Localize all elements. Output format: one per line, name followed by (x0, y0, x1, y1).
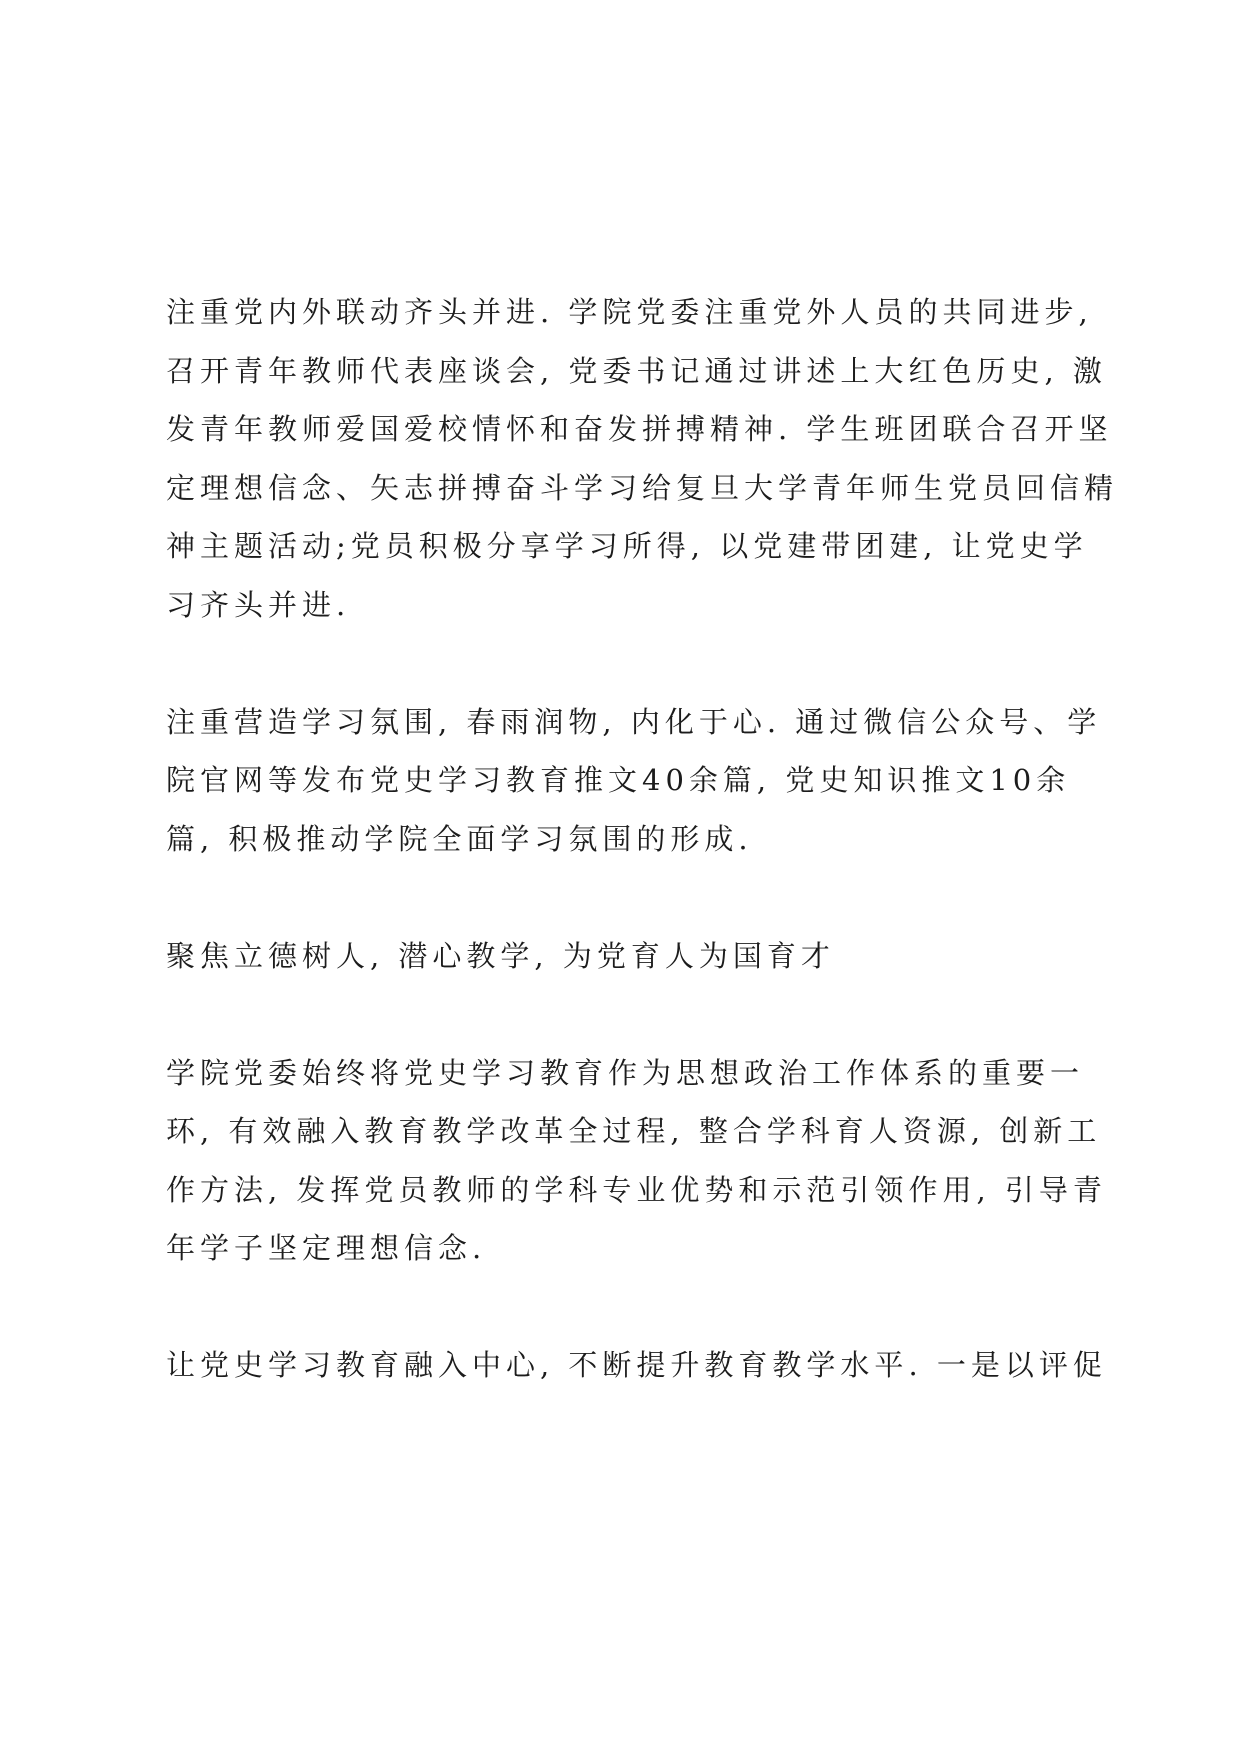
paragraph-spacer (166, 634, 1096, 693)
text-line: 注重党内外联动齐头并进. 学院党委注重党外人员的共同进步, (166, 295, 1093, 329)
paragraph-learning-atmosphere (166, 693, 1102, 869)
text-line: 院官网等发布党史学习教育推文40余篇, 党史知识推文10余 (166, 763, 1071, 797)
text-line: 让党史学习教育融入中心, 不断提升教育教学水平. 一是以评促 (166, 1348, 1107, 1382)
text-line: 篇, 积极推动学院全面学习氛围的形成. (166, 821, 753, 856)
paragraph-spacer (166, 868, 1096, 927)
paragraph-teaching-level (166, 1336, 1107, 1395)
heading-line: 聚焦立德树人, 潜心教学, 为党育人为国育才 (166, 938, 835, 973)
text-line: 定理想信念、矢志拼搏奋斗学习给复旦大学青年师生党员回信精 (166, 470, 1119, 505)
paragraph-party-linkage (166, 283, 1119, 634)
text-line: 习齐头并进. (166, 587, 351, 622)
text-line: 学院党委始终将党史学习教育作为思想政治工作体系的重要一 (166, 1055, 1085, 1090)
text-line: 注重营造学习氛围, 春雨润物, 内化于心. 通过微信公众号、学 (166, 704, 1102, 739)
text-line: 环, 有效融入教育教学改革全过程, 整合学科育人资源, 创新工 (166, 1114, 1102, 1148)
paragraph-ideological-work (166, 1044, 1107, 1278)
text-line: 召开青年教师代表座谈会, 党委书记通过讲述上大红色历史, 激 (166, 353, 1107, 388)
document-body (166, 283, 1119, 1395)
section-heading (166, 927, 1096, 986)
paragraph-spacer (166, 1278, 1096, 1337)
text-line: 作方法, 发挥党员教师的学科专业优势和示范引领作用, 引导青 (166, 1172, 1107, 1207)
text-line: 年学子坚定理想信念. (166, 1231, 487, 1265)
paragraph-spacer (166, 985, 1096, 1044)
text-line: 发青年教师爱国爱校情怀和奋发拼搏精神. 学生班团联合召开坚 (166, 412, 1113, 446)
text-line: 神主题活动;党员积极分享学习所得, 以党建带团建, 让党史学 (166, 529, 1088, 563)
